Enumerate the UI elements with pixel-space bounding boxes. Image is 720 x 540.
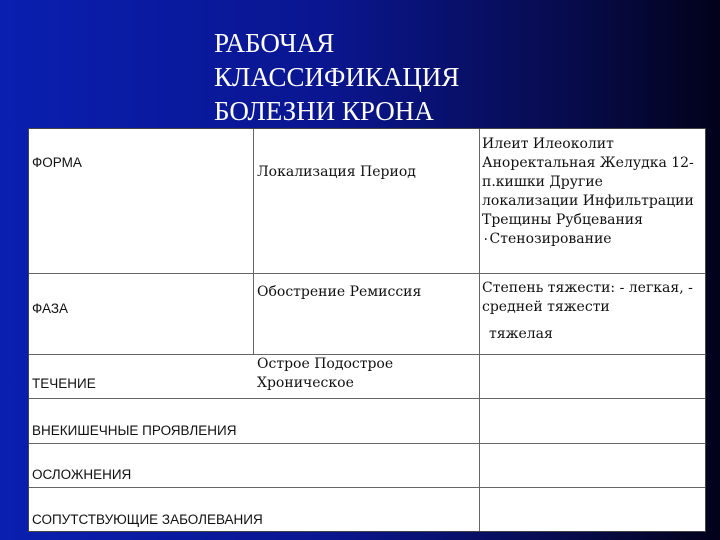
title-line-3: БОЛЕЗНИ КРОНА bbox=[214, 96, 434, 126]
forma-label: ФОРМА bbox=[32, 155, 82, 170]
col-divider-2 bbox=[479, 129, 480, 531]
col-divider-1 bbox=[253, 129, 254, 354]
row-divider-5 bbox=[29, 487, 705, 488]
forma-localization-list: Илеит Илеоколит Аноректальная Желудка 12-п.кишки Другие локализации Инфильтрации Трещины Рубцевания ۰Стенозирование bbox=[482, 136, 694, 247]
soputstvuyushchie-label: СОПУТСТВУЮЩИЕ ЗАБОЛЕВАНИЯ bbox=[32, 512, 263, 527]
oslozhneniya-label: ОСЛОЖНЕНИЯ bbox=[32, 467, 132, 482]
faza-severity-heavy: тяжелая bbox=[489, 326, 553, 342]
faza-phase-values: Обострение Ремиссия bbox=[257, 284, 422, 300]
forma-localization-period: Локализация Период bbox=[257, 164, 416, 180]
row-divider-3 bbox=[29, 398, 705, 399]
techenie-label: ТЕЧЕНИЕ bbox=[32, 376, 96, 391]
row-divider-4 bbox=[29, 443, 705, 444]
techenie-course-values: Острое Подострое Хроническое bbox=[257, 356, 394, 391]
title-line-1: РАБОЧАЯ bbox=[214, 28, 335, 58]
vnekishechnye-label: ВНЕКИШЕЧНЫЕ ПРОЯВЛЕНИЯ bbox=[32, 423, 237, 438]
slide-title bbox=[214, 26, 634, 128]
faza-label: ФАЗА bbox=[32, 301, 68, 316]
title-line-2: КЛАССИФИКАЦИЯ bbox=[214, 62, 460, 92]
faza-severity-text: Степень тяжести: - легкая, - средней тяжести bbox=[482, 280, 693, 315]
classification-table bbox=[28, 128, 706, 532]
row-divider-1 bbox=[29, 273, 705, 274]
